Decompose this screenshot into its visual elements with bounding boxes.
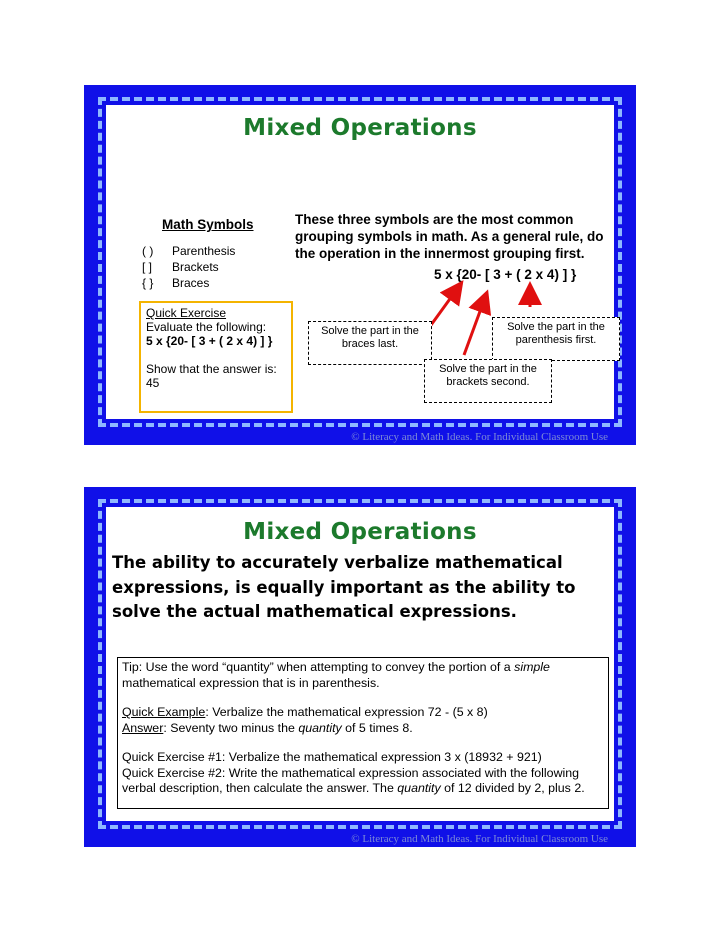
intro-text: These three symbols are the most common grouping symbols in math. As a general rule, do the operation in the innermost grouping first. xyxy=(295,212,604,261)
symbol-name: Braces xyxy=(172,276,210,290)
quick-exercise-answer: 45 xyxy=(146,376,160,390)
quick-exercise-heading: Quick Exercise xyxy=(146,306,227,320)
quick-exercise-answer-label: Show that the answer is: xyxy=(146,362,277,376)
quick-exercise-instruction: Evaluate the following: xyxy=(146,320,267,334)
tip-text: Tip: Use the word “quantity” when attempting to convey the portion of a simple mathematical expression that is in parenthesis. xyxy=(122,660,550,690)
example-expression: 5 x {20- [ 3 + ( 2 x 4) ] } xyxy=(434,267,577,282)
note-braces: Solve the part in the braces last. xyxy=(308,321,432,365)
symbol-name: Brackets xyxy=(172,260,219,274)
quick-example-answer: Answer: Seventy two minus the quantity of 5 times 8. xyxy=(122,720,413,735)
quick-exercise-2: Quick Exercise #2: Write the mathematical expression associated with the following verbal description, then calculate the answer. The quantity of 12 divided by 2, plus 2. xyxy=(122,765,585,795)
symbol-name: Parenthesis xyxy=(172,244,236,258)
symbol-glyph: ( ) xyxy=(142,244,154,258)
symbol-glyph: { } xyxy=(142,276,154,290)
verbalize-statement: The ability to accurately verbalize mathematical expressions, is equally important as the ability to solve the actual mathematical expressions. xyxy=(112,553,576,621)
slide-content xyxy=(106,507,614,821)
copyright-notice: © Literacy and Math Ideas. For Individual Classroom Use xyxy=(351,833,608,845)
arrow-to-brackets xyxy=(464,295,486,355)
copyright-notice: © Literacy and Math Ideas. For Individual Classroom Use xyxy=(351,431,608,443)
slide-verbalize xyxy=(84,487,636,847)
slide-title: Mixed Operations xyxy=(243,519,477,545)
math-symbols-heading: Math Symbols xyxy=(162,217,254,232)
note-brackets: Solve the part in the brackets second. xyxy=(424,359,552,403)
quick-exercise-expression: 5 x {20- [ 3 + ( 2 x 4) ] } xyxy=(146,334,273,348)
note-parenthesis: Solve the part in the parenthesis first. xyxy=(492,317,620,361)
quick-example: Quick Example: Verbalize the mathematical expression 72 - (5 x 8) xyxy=(122,705,488,719)
slide-title: Mixed Operations xyxy=(243,115,477,141)
symbol-glyph: [ ] xyxy=(142,260,153,274)
quick-exercise-1: Quick Exercise #1: Verbalize the mathematical expression 3 x (18932 + 921) xyxy=(122,750,542,764)
slide-grouping-symbols xyxy=(84,85,636,445)
slide-content xyxy=(106,105,614,419)
tip-box xyxy=(117,657,609,809)
